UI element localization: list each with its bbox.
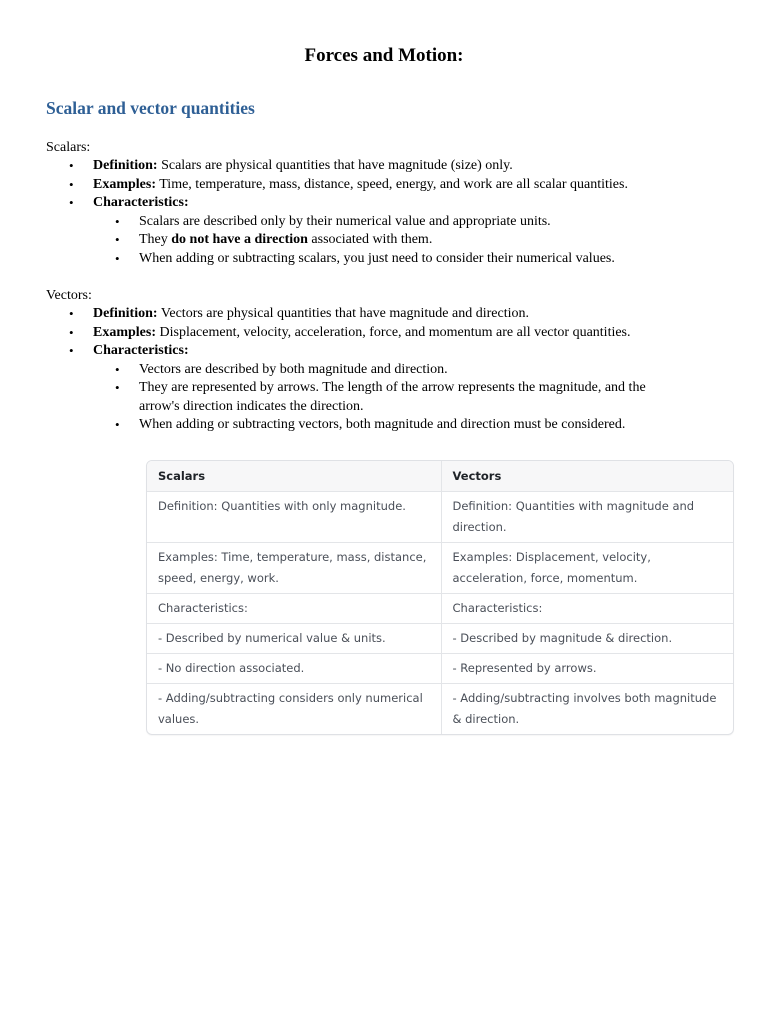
scalars-examples-item (46, 176, 726, 195)
table-row (147, 654, 733, 684)
scalars-characteristics-list (93, 213, 726, 269)
table-row (147, 594, 733, 624)
vectors-label: Vectors: (46, 288, 92, 303)
vectors-characteristics-term: Characteristics: (93, 343, 189, 358)
scalars-list (46, 157, 726, 268)
table-cell: - No direction associated. (147, 654, 441, 684)
table-cell: - Described by numerical value & units. (147, 624, 441, 654)
scalars-characteristics-term: Characteristics: (93, 195, 189, 210)
scalars-definition-text: Scalars are physical quantities that have magnitude (size) only. (161, 158, 513, 173)
scalars-label: Scalars: (46, 140, 91, 155)
vectors-char-2: • They are represented by arrows. The length of the arrow represents the magnitude, and the arrow's direction indicates the direction. (93, 379, 683, 416)
table-cell: Characteristics: (147, 594, 441, 624)
scalars-char-2 (93, 231, 726, 250)
scalars-definition-item (46, 157, 726, 176)
table-header-row (147, 461, 733, 492)
page-title: Forces and Motion: (304, 45, 464, 66)
section-heading: Scalar and vector quantities (46, 98, 255, 118)
scalars-examples-term: Examples: (93, 176, 156, 192)
table-header-scalars: Scalars (147, 461, 441, 492)
table-cell: - Represented by arrows. (441, 654, 733, 684)
scalars-characteristics-item (46, 194, 726, 268)
table-header-vectors: Vectors (441, 461, 733, 492)
table-cell: - Adding/subtracting involves both magnitude & direction. (441, 684, 733, 735)
vectors-char-3: • When adding or subtracting vectors, both magnitude and direction must be considered. (93, 416, 683, 435)
table-row (147, 624, 733, 654)
table-cell: - Adding/subtracting considers only numerical values. (158, 691, 423, 726)
scalars-examples-text: Time, temperature, mass, distance, speed, energy, and work are all scalar quantities. (159, 176, 628, 192)
vectors-char-1: • Vectors are described by both magnitude and direction. (93, 361, 683, 380)
scalars-definition-term: Definition: (93, 158, 158, 173)
table-row (147, 543, 733, 594)
vectors-list (46, 305, 726, 435)
vectors-definition-text: Vectors are physical quantities that have magnitude and direction. (160, 306, 529, 321)
vectors-examples-term: Examples: (93, 324, 156, 340)
table-cell: Characteristics: (441, 594, 733, 624)
table-row (147, 492, 733, 543)
vectors-definition-item (46, 305, 726, 324)
table-cell: Definition: Quantities with magnitude and direction. (441, 492, 733, 543)
table-cell: Examples: Displacement, velocity, acceleration, force, momentum. (441, 543, 733, 594)
scalars-char-1: • Scalars are described only by their numerical value and appropriate units. (93, 213, 726, 232)
scalars-char-3: • When adding or subtracting scalars, you just need to consider their numerical values. (93, 250, 726, 269)
scalars-char-2-pre: They (139, 232, 172, 247)
comparison-table (146, 460, 734, 735)
vectors-examples-text: Displacement, velocity, acceleration, force, and momentum are all vector quantities. (159, 324, 631, 340)
table-cell: Examples: Time, temperature, mass, distance, speed, energy, work. (147, 543, 441, 594)
vectors-definition-term: Definition: (93, 306, 158, 321)
table-cell: - Described by magnitude & direction. (441, 624, 733, 654)
vectors-examples-item (46, 324, 726, 343)
vectors-characteristics-item (46, 342, 726, 435)
vectors-characteristics-list (93, 361, 683, 435)
scalars-char-2-bold: do not have a direction (171, 232, 308, 247)
scalars-char-2-post: associated with them. (307, 232, 433, 247)
table-cell: Definition: Quantities with only magnitude. (147, 492, 441, 543)
table-row (147, 684, 733, 735)
